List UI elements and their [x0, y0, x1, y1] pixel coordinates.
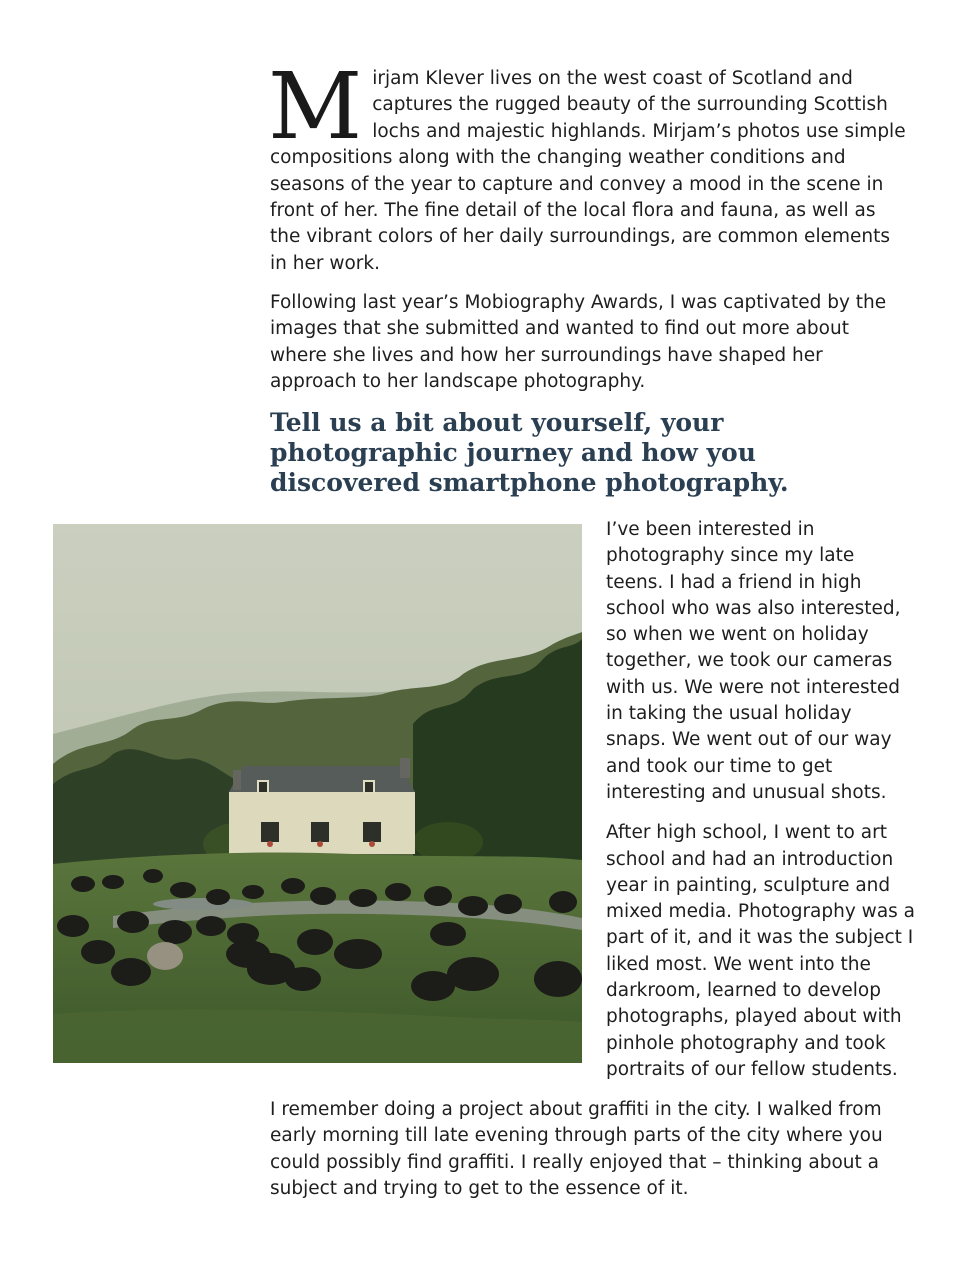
landscape-photo — [53, 524, 582, 1063]
answer-paragraph-3: I remember doing a project about graffiti in the city. I walked from early morning till late evening through parts of the city where you could possibly find graffiti. I really enjoyed that – thinking about a subject and trying to get to the essence of it. — [270, 1099, 883, 1200]
context-paragraph: Following last year’s Mobiography Awards, I was captivated by the images that she submitted and wanted to find out more about where she lives and how her surroundings have shaped her approach to her landscape photography. — [270, 292, 887, 393]
answer-paragraph-2: After high school, I went to art school and had an introduction year in painting, sculpture and mixed media. Photography was a part of it, and it was the subject I liked most. We went into the darkroom, learned to develop photographs, played about with pinhole photography and took portraits of our fellow students. — [606, 822, 916, 1080]
intro-paragraph — [268, 53, 910, 277]
photo-illustration — [53, 524, 582, 1063]
answer-paragraph-1: I’ve been interested in photography since my late teens. I had a friend in high school who was also interested, so when we went on holiday together, we took our cameras with us. We were not interested in taking the usual holiday snaps. We went out of our way and took our time to get interesting and unusual shots. — [606, 519, 901, 803]
drop-cap: M — [268, 53, 363, 160]
answer-column — [606, 517, 916, 1097]
intro-text: irjam Klever lives on the west coast of Scotland and captures the rugged beauty of the surrounding Scottish lochs and majestic highlands. Mirjam’s photos use simple compositions along with the changing weather conditions and seasons of the year to capture and convey a mood in the scene in front of her. The fine detail of the local flora and fauna, as well as the vibrant colors of her daily surroundings, are common elements in her work. — [270, 68, 906, 274]
photo-tint — [53, 524, 582, 1063]
interview-question: Tell us a bit about yourself, your photographic journey and how you discovered smartphone photography. — [270, 408, 789, 497]
